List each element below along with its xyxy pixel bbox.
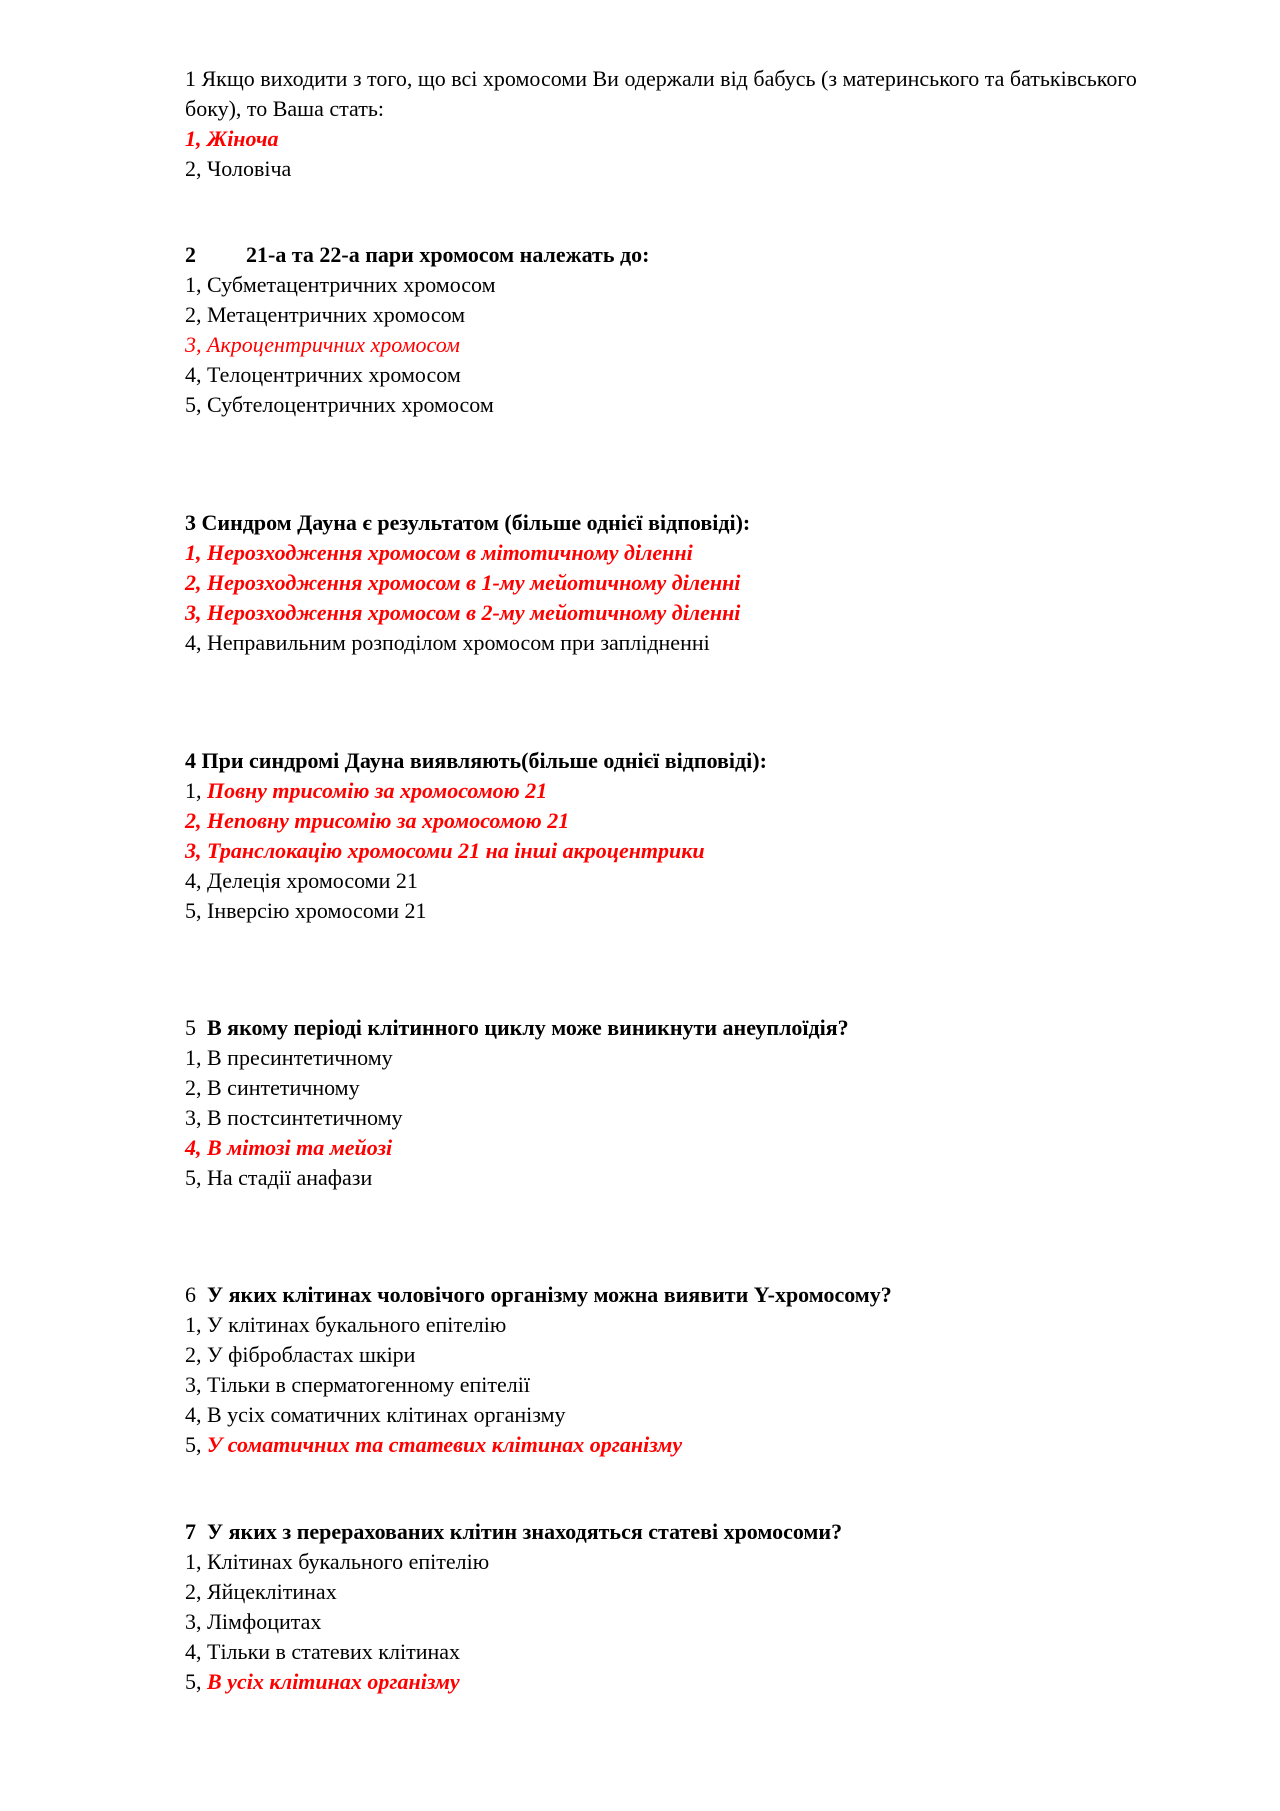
question-number: 6 (185, 1282, 196, 1307)
question-5 (185, 1013, 1185, 1193)
answer-option: 3, Лімфоцитах (185, 1609, 322, 1634)
answer-option: 5, Інверсію хромосоми 21 (185, 898, 427, 923)
answer-option: 1, Клітинах букального епітелію (185, 1549, 490, 1574)
answer-option-correct: 4, В мітозі та мейозі (185, 1135, 393, 1160)
answer-option-correct: 1, Жіноча (185, 126, 279, 151)
answer-label: Повну трисомію за хромосомою 21 (207, 778, 548, 803)
answer-option: 2, Чоловіча (185, 156, 292, 181)
question-7 (185, 1517, 1185, 1697)
answer-option: 2, Метацентричних хромосом (185, 302, 466, 327)
answer-label: У соматичних та статевих клітинах організму (207, 1432, 683, 1457)
answer-option: 4, Неправильним розподілом хромосом при заплідненні (185, 630, 710, 655)
answer-option-correct: 3, Транслокацію хромосоми 21 на інші акроцентрики (185, 838, 705, 863)
answer-option-correct: 1, Нерозходження хромосом в мітотичному діленні (185, 540, 693, 565)
answer-prefix: 5, (185, 1432, 202, 1457)
answer-option: 4, Тільки в статевих клітинах (185, 1639, 460, 1664)
answer-option: 5, Субтелоцентричних хромосом (185, 392, 494, 417)
question-text: Якщо виходити з того, що всі хромосоми Ви одержали від бабусь (з материнського та батьківського боку), то Ваша стать: (185, 66, 1137, 121)
question-number: 7 (185, 1519, 196, 1544)
answer-prefix: 5, (185, 1669, 202, 1694)
question-6 (185, 1280, 1185, 1460)
answer-option: 3, В постсинтетичному (185, 1105, 403, 1130)
question-text: 21-а та 22-а пари хромосом належать до: (246, 242, 650, 267)
question-number: 3 (185, 510, 196, 535)
answer-option: 3, Тільки в сперматогенному епітелії (185, 1372, 530, 1397)
question-3 (185, 508, 1185, 658)
question-text: Синдром Дауна є результатом (більше однієї відповіді): (201, 510, 751, 535)
question-text: При синдромі Дауна виявляють(більше однієї відповіді): (201, 748, 767, 773)
answer-option: 2, Яйцеклітинах (185, 1579, 337, 1604)
answer-option: 5, На стадії анафази (185, 1165, 373, 1190)
question-6-title (185, 1280, 1185, 1310)
question-text: В якому періоді клітинного циклу може виникнути анеуплоїдія? (207, 1015, 849, 1040)
question-1 (185, 64, 1185, 184)
answer-label: В усіх клітинах організму (207, 1669, 460, 1694)
answer-option-correct (185, 1667, 1185, 1697)
answer-option-correct (185, 776, 1185, 806)
question-2-title (185, 240, 1185, 270)
question-number: 4 (185, 748, 196, 773)
question-number: 1 (185, 66, 196, 91)
answer-prefix: 1, (185, 778, 202, 803)
answer-option-correct: 3, Акроцентричних хромосом (185, 332, 460, 357)
answer-option: 4, В усіх соматичних клітинах організму (185, 1402, 566, 1427)
question-4 (185, 746, 1185, 926)
question-text: У яких з перерахованих клітин знаходяться статеві хромосоми? (207, 1519, 843, 1544)
answer-option: 1, У клітинах букального епітелію (185, 1312, 507, 1337)
answer-option-correct: 2, Неповну трисомію за хромосомою 21 (185, 808, 570, 833)
answer-option: 2, В синтетичному (185, 1075, 360, 1100)
question-number: 2 (185, 242, 196, 267)
question-text: У яких клітинах чоловічого організму можна виявити Y-хромосому? (207, 1282, 892, 1307)
answer-option-correct: 3, Нерозходження хромосом в 2-му мейотичному діленні (185, 600, 741, 625)
question-3-title (185, 508, 1185, 538)
answer-option: 1, В пресинтетичному (185, 1045, 393, 1070)
question-5-title (185, 1013, 1185, 1043)
answer-option-correct (185, 1430, 1185, 1460)
answer-option-correct: 2, Нерозходження хромосом в 1-му мейотичному діленні (185, 570, 741, 595)
question-number: 5 (185, 1015, 196, 1040)
question-1-title (185, 64, 1185, 124)
question-7-title (185, 1517, 1185, 1547)
answer-option: 4, Телоцентричних хромосом (185, 362, 461, 387)
answer-option: 1, Субметацентричних хромосом (185, 272, 496, 297)
answer-option: 4, Делеція хромосоми 21 (185, 868, 418, 893)
question-4-title (185, 746, 1185, 776)
answer-option: 2, У фібробластах шкіри (185, 1342, 416, 1367)
question-2 (185, 240, 1185, 420)
